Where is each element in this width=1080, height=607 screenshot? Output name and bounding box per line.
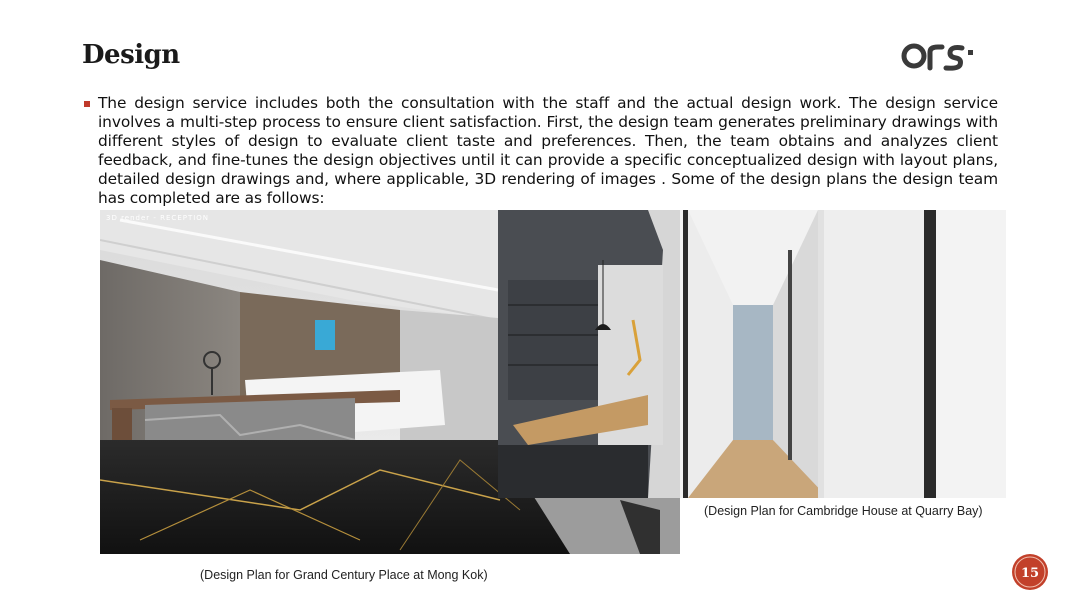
page-number-badge	[1010, 552, 1050, 592]
ors-logo	[900, 38, 980, 72]
caption-grand-century-place: (Design Plan for Grand Century Place at Mong Kok)	[200, 568, 488, 582]
render-label: 3D render - RECEPTION	[106, 214, 210, 222]
body-paragraph: The design service includes both the consultation with the staff and the actual design work. The design service involves a multi-step process to ensure client satisfaction. First, the design team generates preliminary drawings with different styles of design to evaluate client taste and preferences. Then, the team obtains and analyzes client feedback, and fine-tunes the design objectives until it can provide a specific conceptualized design with layout plans, detailed design drawings and, where applicable, 3D rendering of images . Some of the design plans the design team has completed are as follows:	[98, 94, 998, 207]
caption-cambridge-house: (Design Plan for Cambridge House at Quarry Bay)	[704, 504, 983, 518]
cambridge-house-image	[498, 210, 1006, 498]
slide-title: Design	[82, 40, 180, 70]
bullet-marker	[84, 101, 90, 107]
page-number: 15	[1020, 566, 1040, 581]
